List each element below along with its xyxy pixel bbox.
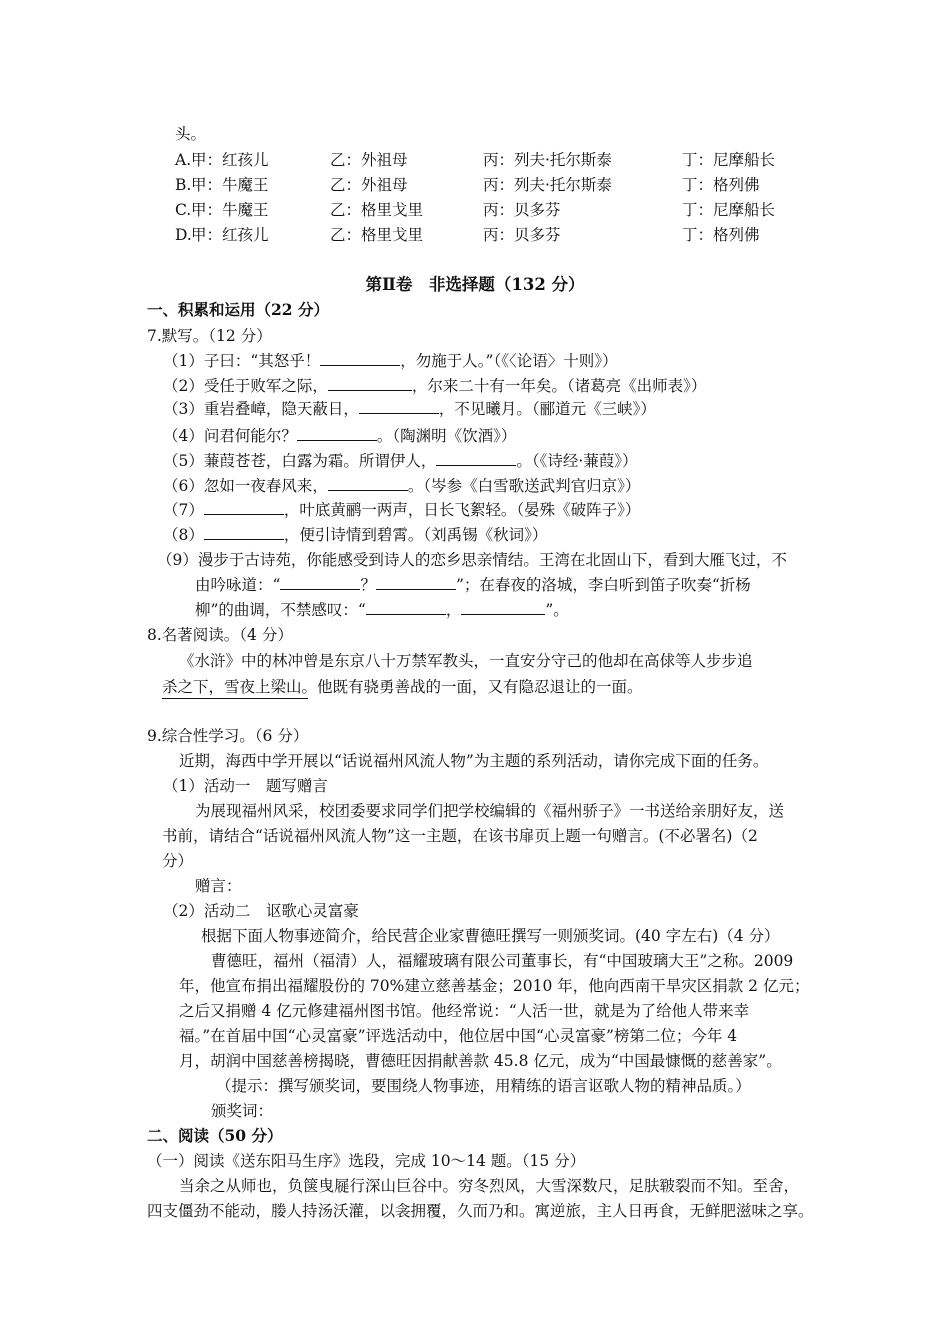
- q7-line-3: （3）重岩叠嶂，隐天蔽日， ，不见曦月。（郦道元《三峡》）: [163, 400, 656, 418]
- q9-bio-line-3: 之后又捐赠 4 亿元修建福州图书馆。他经常说：“人活一世，就是为了给他人带来幸: [179, 1002, 750, 1020]
- option-bing: 丙：贝多芬: [483, 201, 561, 219]
- q9-activity1-line-3: 分）: [162, 852, 194, 870]
- reading1-title: （一）阅读《送东阳马生序》选段，完成 10～14 题。（15 分）: [147, 1152, 586, 1170]
- q8-line-2: 杀之下，雪夜上梁山。他既有骁勇善战的一面，又有隐忍退让的一面。: [162, 678, 643, 696]
- q9-bio-line-4: 福。”在首届中国“心灵富豪”评选活动中，他位居中国“心灵富豪”榜第二位；今年 4: [179, 1027, 738, 1045]
- option-jia: 甲：红孩儿: [191, 226, 269, 244]
- option-yi: 乙：外祖母: [330, 176, 408, 194]
- q6-option-c: [0, 200, 950, 220]
- answer-blank[interactable]: [328, 376, 412, 391]
- q7-line-9-cont-1: 由吟咏道：“ ？ ”；在春夜的洛城，李白听到笛子吹奏“折杨: [195, 576, 751, 594]
- q6-tail: 头。: [175, 125, 207, 143]
- q9-bio-line-2: 年，他宣布捐出福耀股份的 70%建立慈善基金；2010 年，他向西南干旱灾区捐款 2 亿元；: [179, 977, 810, 995]
- option-label: D.: [175, 226, 192, 244]
- q9-title: 9.综合性学习。（6 分）: [147, 727, 309, 745]
- q7-line-2: （2）受任于败军之际， ，尔来二十有一年矣。（诸葛亮《出师表》）: [163, 377, 707, 395]
- option-label: C.: [175, 201, 192, 219]
- q6-option-b: [0, 175, 950, 195]
- option-ding: 丁：格列佛: [682, 176, 760, 194]
- q9-activity2-line-1: 根据下面人物事迹简介，给民营企业家曹德旺撰写一则颁奖词。(40 字左右)（4 分）: [201, 927, 780, 945]
- q6-option-a: [0, 150, 950, 170]
- q9-activity1-line-2: 书前，请结合“话说福州风流人物”这一主题，在该书扉页上题一句赠言。(不必署名)（2: [162, 827, 758, 845]
- answer-blank[interactable]: [320, 351, 400, 366]
- option-jia: 甲：红孩儿: [191, 151, 269, 169]
- option-jia: 甲：牛魔王: [191, 201, 269, 219]
- q9-answer-label-2: 颁奖词：: [211, 1102, 274, 1120]
- option-ding: 丁：格列佛: [682, 226, 760, 244]
- q9-answer-label-1: 赠言：: [195, 877, 242, 895]
- underline-mark: [162, 698, 308, 699]
- q8-line-1: 《水浒》中的林冲曾是东京八十万禁军教头，一直安分守己的他却在高俅等人步步追: [179, 652, 753, 670]
- section1-title: 一、积累和运用（22 分）: [147, 300, 329, 319]
- answer-blank[interactable]: [204, 500, 284, 515]
- answer-blank[interactable]: [204, 525, 284, 540]
- option-yi: 乙：格里戈里: [330, 226, 424, 244]
- q9-hint: （提示：撰写颁奖词，要围绕人物事迹，用精练的语言讴歌人物的精神品质。）: [216, 1077, 751, 1095]
- option-label: B.: [175, 176, 192, 194]
- section2-title: 二、阅读（50 分）: [147, 1126, 283, 1145]
- q9-activity1-title: （1）活动一 题写赠言: [163, 777, 328, 795]
- q7-line-1: （1）子曰：“其怒乎！ ，勿施于人。”（《〈论语〉十则》）: [163, 352, 618, 370]
- q7-line-6: （6）忽如一夜春风来， 。（岑参《白雪歌送武判官归京》）: [163, 477, 641, 495]
- q6-option-d: [0, 225, 950, 245]
- option-label: A.: [175, 151, 192, 169]
- part2-title: 第Ⅱ卷 非选择题（132 分）: [365, 275, 585, 294]
- q7-line-4: （4）问君何能尔？ 。（陶渊明《饮酒》）: [163, 427, 517, 445]
- q7-line-8: （8） ，便引诗情到碧霄。（刘禹锡《秋词》）: [163, 526, 548, 544]
- q7-line-9-cont-2: 柳”的曲调，不禁感叹：“ ， ”。: [195, 601, 569, 619]
- answer-blank[interactable]: [328, 476, 408, 491]
- answer-blank[interactable]: [297, 426, 377, 441]
- q9-bio-line-5: 月，胡润中国慈善榜揭晓，曹德旺因捐献善款 45.8 亿元，成为“中国最慷慨的慈善家”。: [179, 1052, 782, 1070]
- option-bing: 丙：列夫·托尔斯泰: [483, 151, 612, 169]
- option-yi: 乙：外祖母: [330, 151, 408, 169]
- q7-line-7: （7） ，叶底黄鹂一两声，日长飞絮轻。（晏殊《破阵子》）: [163, 501, 641, 519]
- q8-title: 8.名著阅读。（4 分）: [147, 626, 293, 644]
- q9-bio-line-1: 曹德旺，福州（福清）人，福耀玻璃有限公司董事长，有“中国玻璃大王”之称。2009: [211, 952, 794, 970]
- answer-blank[interactable]: [376, 575, 456, 590]
- answer-blank[interactable]: [461, 600, 545, 615]
- answer-blank[interactable]: [280, 575, 360, 590]
- option-bing: 丙：列夫·托尔斯泰: [483, 176, 612, 194]
- option-yi: 乙：格里戈里: [330, 201, 424, 219]
- answer-blank[interactable]: [359, 399, 439, 414]
- option-jia: 甲：牛魔王: [191, 176, 269, 194]
- q9-activity1-line-1: 为展现福州风采，校团委要求同学们把学校编辑的《福州骄子》一书送给亲朋好友，送: [195, 802, 785, 820]
- reading1-line-1: 当余之从师也，负箧曳屣行深山巨谷中。穷冬烈风，大雪深数尺，足肤皲裂而不知。至舍，: [179, 1177, 800, 1195]
- option-ding: 丁：尼摩船长: [682, 151, 776, 169]
- q7-line-5: （5）蒹葭苍苍，白露为霜。所谓伊人， 。（《诗经·蒹葭》）: [163, 452, 638, 470]
- reading1-line-2: 四支僵劲不能动，媵人持汤沃灌，以衾拥覆，久而乃和。寓逆旅，主人日再食，无鲜肥滋味之享。: [147, 1202, 814, 1220]
- q9-intro: 近期，海西中学开展以“话说福州风流人物”为主题的系列活动，请你完成下面的任务。: [179, 752, 769, 770]
- option-bing: 丙：贝多芬: [483, 226, 561, 244]
- answer-blank[interactable]: [436, 451, 516, 466]
- q9-activity2-title: （2）活动二 讴歌心灵富豪: [163, 902, 359, 920]
- answer-blank[interactable]: [366, 600, 446, 615]
- q7-title: 7.默写。（12 分）: [147, 327, 272, 345]
- q7-line-9: （9）漫步于古诗苑，你能感受到诗人的恋乡思亲情结。王湾在北固山下，看到大雁飞过，不: [157, 551, 787, 569]
- option-ding: 丁：尼摩船长: [682, 201, 776, 219]
